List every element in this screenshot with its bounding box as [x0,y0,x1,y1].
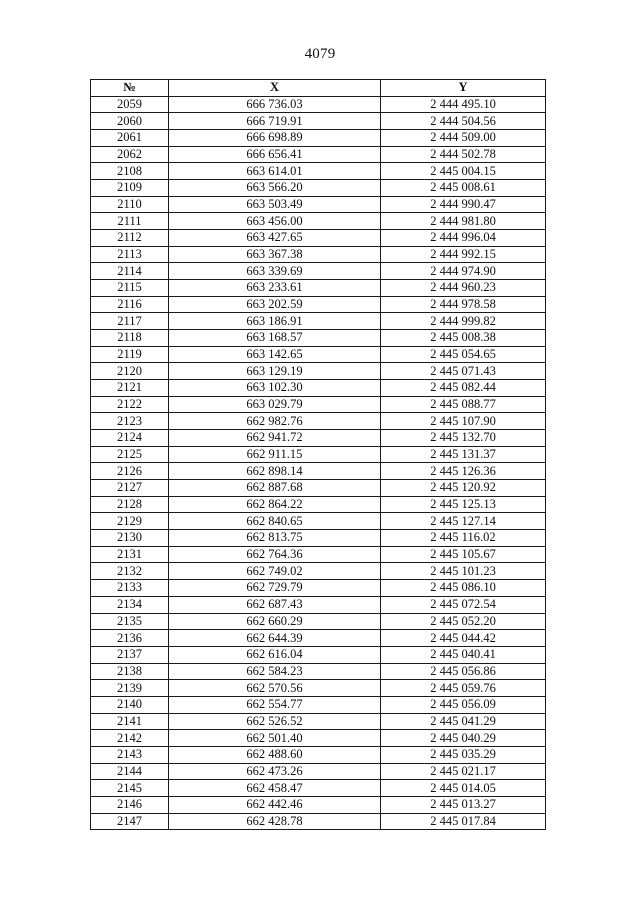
cell-y: 2 445 056.09 [381,696,546,713]
table-row [91,380,546,397]
table-row [91,213,546,230]
table-row [91,130,546,147]
cell-x: 662 488.60 [169,746,381,763]
cell-y: 2 445 127.14 [381,513,546,530]
cell-y: 2 444 960.23 [381,280,546,297]
cell-x: 662 887.68 [169,480,381,497]
cell-y: 2 444 990.47 [381,196,546,213]
cell-x: 663 233.61 [169,280,381,297]
cell-x: 663 142.65 [169,346,381,363]
cell-x: 662 813.75 [169,530,381,547]
table-row [91,196,546,213]
cell-y: 2 445 040.41 [381,646,546,663]
cell-number: 2119 [91,346,169,363]
cell-y: 2 445 044.42 [381,630,546,647]
table-row [91,113,546,130]
cell-x: 663 339.69 [169,263,381,280]
table-row [91,763,546,780]
cell-x: 663 367.38 [169,246,381,263]
cell-x: 662 473.26 [169,763,381,780]
cell-y: 2 445 120.92 [381,480,546,497]
cell-y: 2 445 116.02 [381,530,546,547]
cell-y: 2 445 021.17 [381,763,546,780]
cell-x: 662 458.47 [169,780,381,797]
cell-y: 2 445 035.29 [381,746,546,763]
cell-number: 2123 [91,413,169,430]
cell-x: 663 168.57 [169,330,381,347]
cell-y: 2 445 072.54 [381,596,546,613]
cell-y: 2 444 509.00 [381,130,546,147]
table-row [91,646,546,663]
cell-y: 2 444 974.90 [381,263,546,280]
cell-y: 2 445 056.86 [381,663,546,680]
table-row [91,480,546,497]
cell-y: 2 444 502.78 [381,146,546,163]
cell-y: 2 445 008.38 [381,330,546,347]
cell-number: 2061 [91,130,169,147]
table-row [91,746,546,763]
cell-number: 2143 [91,746,169,763]
table-row [91,146,546,163]
cell-x: 662 644.39 [169,630,381,647]
cell-number: 2130 [91,530,169,547]
table-row [91,496,546,513]
cell-number: 2062 [91,146,169,163]
cell-number: 2128 [91,496,169,513]
cell-y: 2 445 082.44 [381,380,546,397]
coordinates-table [90,79,546,830]
cell-y: 2 445 101.23 [381,563,546,580]
cell-number: 2138 [91,663,169,680]
cell-x: 662 570.56 [169,680,381,697]
cell-number: 2137 [91,646,169,663]
cell-y: 2 445 088.77 [381,396,546,413]
cell-x: 663 614.01 [169,163,381,180]
table-row [91,396,546,413]
cell-y: 2 445 040.29 [381,730,546,747]
cell-number: 2134 [91,596,169,613]
cell-number: 2145 [91,780,169,797]
page-number: 4079 [304,46,336,62]
table-row [91,346,546,363]
table-row [91,780,546,797]
cell-y: 2 445 126.36 [381,463,546,480]
cell-x: 663 503.49 [169,196,381,213]
cell-y: 2 444 978.58 [381,296,546,313]
table-row [91,596,546,613]
cell-y: 2 444 981.80 [381,213,546,230]
cell-x: 666 656.41 [169,146,381,163]
cell-number: 2108 [91,163,169,180]
cell-x: 663 029.79 [169,396,381,413]
cell-x: 662 687.43 [169,596,381,613]
cell-number: 2135 [91,613,169,630]
table-row [91,696,546,713]
cell-x: 662 764.36 [169,546,381,563]
cell-number: 2124 [91,430,169,447]
table-header [91,80,546,97]
cell-number: 2144 [91,763,169,780]
cell-x: 662 982.76 [169,413,381,430]
header-row [91,80,546,97]
cell-x: 662 941.72 [169,430,381,447]
cell-x: 662 616.04 [169,646,381,663]
cell-x: 663 566.20 [169,180,381,197]
cell-x: 662 911.15 [169,446,381,463]
table-row [91,663,546,680]
cell-x: 662 526.52 [169,713,381,730]
cell-number: 2120 [91,363,169,380]
table-row [91,330,546,347]
cell-y: 2 445 105.67 [381,546,546,563]
cell-x: 662 428.78 [169,813,381,830]
cell-x: 662 584.23 [169,663,381,680]
table-row [91,413,546,430]
cell-number: 2111 [91,213,169,230]
cell-y: 2 444 504.56 [381,113,546,130]
cell-y: 2 444 495.10 [381,96,546,113]
table-row [91,730,546,747]
cell-x: 663 456.00 [169,213,381,230]
cell-number: 2121 [91,380,169,397]
cell-y: 2 445 131.37 [381,446,546,463]
table-row [91,246,546,263]
table-body [91,96,546,830]
cell-y: 2 445 132.70 [381,430,546,447]
table-row [91,546,546,563]
cell-number: 2141 [91,713,169,730]
cell-y: 2 445 107.90 [381,413,546,430]
cell-number: 2142 [91,730,169,747]
table-row [91,630,546,647]
table-row [91,530,546,547]
table-row [91,180,546,197]
cell-number: 2059 [91,96,169,113]
table-row [91,613,546,630]
cell-number: 2126 [91,463,169,480]
cell-number: 2127 [91,480,169,497]
cell-y: 2 445 008.61 [381,180,546,197]
table-row [91,163,546,180]
cell-y: 2 445 004.15 [381,163,546,180]
cell-number: 2133 [91,580,169,597]
cell-number: 2109 [91,180,169,197]
cell-x: 662 442.46 [169,796,381,813]
cell-y: 2 445 071.43 [381,363,546,380]
cell-number: 2116 [91,296,169,313]
cell-number: 2118 [91,330,169,347]
cell-number: 2136 [91,630,169,647]
cell-y: 2 444 999.82 [381,313,546,330]
cell-x: 666 719.91 [169,113,381,130]
cell-y: 2 445 059.76 [381,680,546,697]
cell-y: 2 445 052.20 [381,613,546,630]
cell-number: 2131 [91,546,169,563]
table-row [91,446,546,463]
cell-y: 2 445 041.29 [381,713,546,730]
cell-x: 663 202.59 [169,296,381,313]
cell-number: 2112 [91,230,169,247]
cell-number: 2147 [91,813,169,830]
cell-number: 2132 [91,563,169,580]
cell-y: 2 445 086.10 [381,580,546,597]
coordinates-table-container [90,79,545,830]
table-row [91,280,546,297]
table-row [91,263,546,280]
cell-number: 2139 [91,680,169,697]
cell-x: 662 898.14 [169,463,381,480]
cell-number: 2060 [91,113,169,130]
cell-y: 2 444 996.04 [381,230,546,247]
cell-x: 662 840.65 [169,513,381,530]
cell-number: 2140 [91,696,169,713]
cell-x: 663 102.30 [169,380,381,397]
table-row [91,513,546,530]
cell-x: 662 729.79 [169,580,381,597]
table-row [91,430,546,447]
cell-x: 666 736.03 [169,96,381,113]
table-row [91,563,546,580]
cell-number: 2114 [91,263,169,280]
cell-number: 2113 [91,246,169,263]
cell-x: 662 501.40 [169,730,381,747]
cell-x: 666 698.89 [169,130,381,147]
cell-number: 2115 [91,280,169,297]
cell-y: 2 445 054.65 [381,346,546,363]
table-row [91,680,546,697]
cell-number: 2129 [91,513,169,530]
cell-number: 2110 [91,196,169,213]
cell-x: 662 749.02 [169,563,381,580]
cell-number: 2146 [91,796,169,813]
table-row [91,363,546,380]
header-x: X [169,80,381,97]
header-number: № [91,80,169,97]
cell-number: 2117 [91,313,169,330]
cell-number: 2125 [91,446,169,463]
table-row [91,796,546,813]
cell-x: 662 864.22 [169,496,381,513]
cell-y: 2 445 017.84 [381,813,546,830]
cell-y: 2 445 014.05 [381,780,546,797]
cell-x: 663 427.65 [169,230,381,247]
cell-x: 662 660.29 [169,613,381,630]
table-row [91,713,546,730]
table-row [91,230,546,247]
cell-y: 2 445 125.13 [381,496,546,513]
table-row [91,313,546,330]
table-row [91,96,546,113]
cell-x: 662 554.77 [169,696,381,713]
cell-x: 663 129.19 [169,363,381,380]
header-y: Y [381,80,546,97]
table-row [91,463,546,480]
cell-x: 663 186.91 [169,313,381,330]
table-row [91,580,546,597]
cell-number: 2122 [91,396,169,413]
cell-y: 2 445 013.27 [381,796,546,813]
table-row [91,296,546,313]
table-row [91,813,546,830]
cell-y: 2 444 992.15 [381,246,546,263]
